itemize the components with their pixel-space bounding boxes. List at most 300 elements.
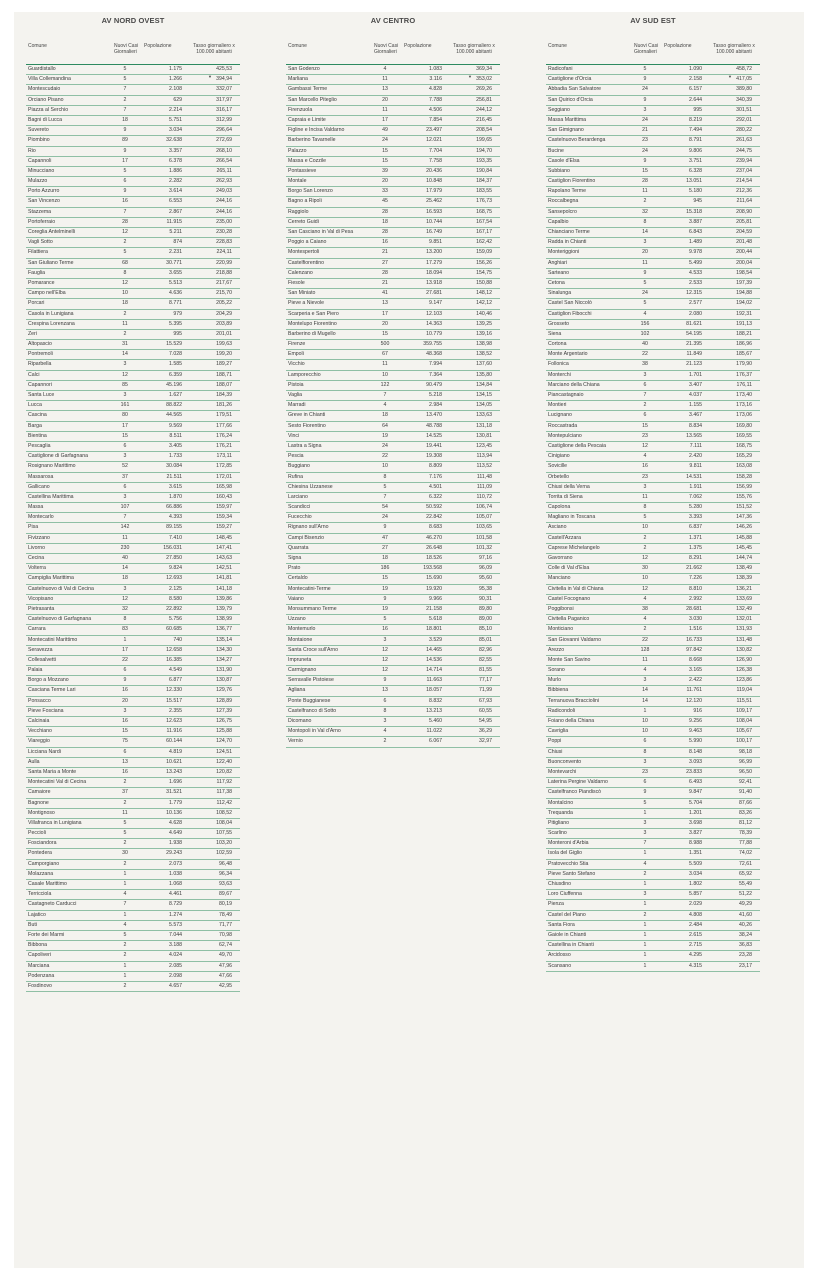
table-row: [546, 880, 760, 890]
cell-popolazione: 11.849: [686, 351, 702, 358]
cell-tasso: 191,13: [736, 320, 752, 327]
table-row: [546, 574, 760, 584]
cell-tasso: 181,26: [216, 402, 232, 409]
cell-nuovi-casi: 8: [123, 269, 127, 276]
cell-tasso: 130,87: [216, 677, 232, 684]
cell-comune: Fosdinovo: [28, 982, 52, 989]
cell-tasso: 147,41: [216, 544, 232, 551]
table-row: [546, 167, 760, 177]
table-row: [26, 381, 240, 391]
cell-nuovi-casi: 18: [122, 575, 128, 582]
cell-popolazione: 2.214: [169, 106, 182, 113]
cell-popolazione: 18.801: [426, 626, 442, 633]
table-row: [286, 503, 500, 513]
cell-tasso: 123,86: [736, 677, 752, 684]
cell-popolazione: 16.385: [166, 656, 182, 663]
cell-tasso: 200,04: [736, 259, 752, 266]
cell-popolazione: 3.165: [689, 667, 702, 674]
cell-nuovi-casi: 13: [382, 86, 388, 93]
cell-popolazione: 21.158: [426, 605, 442, 612]
cell-popolazione: 3.034: [689, 870, 702, 877]
cell-comune: Fivizzano: [28, 534, 50, 541]
cell-nuovi-casi: 17: [122, 157, 128, 164]
sort-desc-icon[interactable]: ▼: [468, 74, 472, 79]
cell-tasso: 425,53: [216, 66, 232, 72]
cell-tasso: 389,80: [736, 86, 752, 93]
cell-comune: Poggibonsi: [548, 605, 574, 612]
cell-comune: Bagni di Lucca: [28, 116, 63, 123]
cell-nuovi-casi: 17: [382, 116, 388, 123]
cell-popolazione: 2.533: [689, 279, 702, 286]
cell-comune: Camaiore: [28, 789, 51, 796]
cell-tasso: 107,55: [216, 830, 232, 837]
cell-popolazione: 7.062: [689, 493, 702, 500]
table-body: [26, 64, 240, 992]
table-row: [546, 727, 760, 737]
cell-comune: Arezzo: [548, 646, 565, 653]
cell-comune: Trequanda: [548, 809, 573, 816]
cell-nuovi-casi: 4: [643, 616, 647, 623]
cell-comune: Coreglia Antelminelli: [28, 229, 75, 235]
cell-nuovi-casi: 1: [123, 870, 127, 877]
cell-comune: Casola in Lunigiana: [28, 310, 74, 317]
cell-tasso: 138,39: [736, 575, 752, 582]
table-row: [286, 697, 500, 707]
cell-tasso: 185,67: [736, 351, 752, 358]
cell-tasso: 217,67: [216, 279, 232, 286]
cell-nuovi-casi: 24: [642, 290, 648, 297]
cell-popolazione: 12.021: [426, 137, 442, 144]
header-comune: Comune: [548, 43, 567, 49]
cell-nuovi-casi: 12: [122, 595, 128, 602]
cell-tasso: 199,63: [216, 341, 232, 348]
table-row: [546, 890, 760, 900]
cell-comune: Pratovecchio Stia: [548, 860, 589, 867]
cell-nuovi-casi: 3: [123, 453, 127, 460]
table-row: [546, 96, 760, 106]
cell-nuovi-casi: 10: [382, 463, 388, 470]
cell-nuovi-casi: 33: [382, 188, 388, 195]
cell-tasso: 340,39: [736, 96, 752, 103]
cell-nuovi-casi: 28: [382, 269, 388, 276]
table-row: [286, 574, 500, 584]
cell-comune: Capalbio: [548, 218, 569, 225]
cell-nuovi-casi: 14: [642, 229, 648, 235]
cell-tasso: 172,85: [216, 463, 232, 470]
cell-popolazione: 9.978: [689, 249, 702, 256]
cell-tasso: 280,22: [736, 127, 752, 134]
cell-popolazione: 9.811: [689, 463, 702, 470]
cell-tasso: 96,48: [219, 860, 232, 867]
cell-comune: Ponsacco: [28, 697, 51, 704]
cell-comune: Lamporecchio: [288, 371, 321, 378]
cell-tasso: 190,84: [476, 167, 492, 174]
cell-comune: Chiesina Uzzanese: [288, 483, 333, 490]
cell-comune: Camporgiano: [28, 860, 60, 867]
cell-comune: Vinci: [288, 432, 300, 439]
cell-comune: Castel San Niccolò: [548, 300, 592, 307]
cell-comune: Porcari: [28, 300, 45, 307]
cell-tasso: 51,22: [739, 891, 752, 898]
table-row: [546, 513, 760, 523]
cell-tasso: 71,99: [479, 687, 492, 694]
cell-popolazione: 11.761: [686, 687, 702, 694]
cell-comune: Monte Argentario: [548, 351, 588, 358]
table-row: [546, 340, 760, 350]
cell-popolazione: 13.051: [686, 178, 702, 185]
cell-nuovi-casi: 17: [382, 310, 388, 317]
table-row: [26, 422, 240, 432]
cell-popolazione: 11.915: [166, 218, 182, 225]
cell-tasso: 82,96: [479, 646, 492, 653]
cell-tasso: 205,22: [216, 300, 232, 307]
cell-popolazione: 54.195: [686, 330, 702, 337]
cell-tasso: 317,97: [216, 96, 232, 103]
cell-tasso: 169,80: [736, 422, 752, 429]
table-row: [546, 870, 760, 880]
cell-nuovi-casi: 15: [382, 330, 388, 337]
cell-comune: Poppi: [548, 738, 562, 745]
cell-nuovi-casi: 7: [383, 493, 387, 500]
cell-popolazione: 2.420: [689, 453, 702, 460]
cell-tasso: 112,42: [216, 799, 232, 806]
table-row: [286, 187, 500, 197]
cell-nuovi-casi: 16: [122, 768, 128, 775]
cell-nuovi-casi: 19: [382, 605, 388, 612]
cell-comune: Colle di Val d'Elsa: [548, 565, 590, 572]
cell-tasso: 244,12: [476, 106, 492, 113]
cell-comune: Castelnuovo di Val di Cecina: [28, 585, 94, 592]
table-row: [546, 799, 760, 809]
cell-tasso: 70,98: [219, 931, 232, 938]
cell-tasso: 126,75: [216, 718, 232, 724]
table-row: [26, 269, 240, 279]
cell-popolazione: 8.832: [429, 697, 442, 704]
cell-nuovi-casi: 156: [640, 320, 650, 327]
table-row: [26, 656, 240, 666]
cell-tasso: 95,38: [479, 585, 492, 592]
cell-tasso: 216,45: [476, 116, 492, 123]
cell-comune: Crespina Lorenzana: [28, 320, 75, 327]
cell-popolazione: 5.618: [429, 616, 442, 623]
cell-popolazione: 5.751: [169, 116, 182, 123]
cell-popolazione: 16.733: [686, 636, 702, 643]
cell-tasso: 81,55: [479, 667, 492, 674]
cell-comune: Carmignano: [288, 667, 317, 674]
cell-nuovi-casi: 22: [382, 453, 388, 460]
table-row: [546, 85, 760, 95]
cell-comune: Pienza: [548, 901, 564, 908]
cell-tasso: 128,89: [216, 697, 232, 704]
cell-tasso: 139,79: [216, 605, 232, 612]
cell-nuovi-casi: 9: [643, 269, 647, 276]
cell-popolazione: 48.788: [426, 422, 442, 429]
cell-popolazione: 90.479: [426, 381, 442, 388]
cell-comune: Piombino: [28, 137, 50, 144]
table-row: [26, 595, 240, 605]
cell-nuovi-casi: 89: [122, 137, 128, 144]
cell-popolazione: 1.585: [169, 361, 182, 368]
cell-popolazione: 16.593: [426, 208, 442, 215]
cell-popolazione: 12.103: [426, 310, 442, 317]
cell-comune: Impruneta: [288, 656, 312, 663]
cell-popolazione: 17.279: [426, 259, 442, 266]
cell-comune: Bucine: [548, 147, 564, 154]
cell-tasso: 138,98: [476, 341, 492, 348]
cell-comune: Campiglia Marittima: [28, 575, 74, 582]
table-row: [286, 75, 500, 85]
cell-comune: Pescaglia: [28, 442, 51, 449]
cell-comune: Greve in Chianti: [288, 412, 326, 419]
cell-comune: Montecatini-Terme: [288, 585, 331, 592]
cell-nuovi-casi: 15: [122, 728, 128, 735]
cell-comune: Palaia: [28, 667, 43, 674]
cell-tasso: 117,92: [216, 779, 232, 786]
table-row: [26, 931, 240, 941]
cell-tasso: 176,37: [736, 371, 752, 378]
cell-comune: Radicofani: [548, 66, 573, 72]
section-title: AV SUD EST: [630, 16, 676, 25]
cell-popolazione: 18.057: [426, 687, 442, 694]
table-row: [26, 157, 240, 167]
cell-tasso: 394,94: [216, 76, 232, 83]
table-row: [546, 758, 760, 768]
cell-popolazione: 11.663: [426, 677, 442, 684]
table-row: [26, 279, 240, 289]
table-row: [26, 106, 240, 116]
cell-popolazione: 10.621: [166, 758, 182, 765]
cell-popolazione: 4.819: [169, 748, 182, 755]
cell-nuovi-casi: 2: [123, 982, 127, 989]
cell-popolazione: 1.090: [689, 66, 702, 72]
cell-nuovi-casi: 11: [122, 809, 128, 816]
cell-nuovi-casi: 8: [643, 504, 647, 511]
table-row: [26, 330, 240, 340]
cell-nuovi-casi: 2: [123, 239, 127, 246]
table-row: [546, 554, 760, 564]
cell-tasso: 23,17: [739, 962, 752, 969]
table-row: [286, 197, 500, 207]
table-row: [26, 727, 240, 737]
cell-popolazione: 12.623: [166, 718, 182, 724]
table-row: [546, 259, 760, 269]
table-row: [286, 157, 500, 167]
cell-nuovi-casi: 5: [643, 514, 647, 521]
cell-popolazione: 9.806: [689, 147, 702, 154]
sort-desc-icon[interactable]: ▼: [728, 74, 732, 79]
cell-nuovi-casi: 15: [382, 575, 388, 582]
table-row: [286, 666, 500, 676]
cell-nuovi-casi: 1: [643, 881, 647, 887]
cell-nuovi-casi: 12: [382, 656, 388, 663]
cell-tasso: 167,54: [476, 218, 492, 225]
cell-nuovi-casi: 37: [122, 789, 128, 796]
cell-nuovi-casi: 21: [642, 127, 648, 134]
cell-tasso: 135,80: [476, 371, 492, 378]
table-row: [286, 218, 500, 228]
cell-nuovi-casi: 4: [643, 860, 647, 867]
table-row: [546, 473, 760, 483]
table-row: [286, 473, 500, 483]
cell-popolazione: 8.771: [169, 300, 182, 307]
table-row: [546, 941, 760, 951]
table-row: [286, 289, 500, 299]
cell-nuovi-casi: 24: [382, 137, 388, 144]
cell-nuovi-casi: 9: [643, 76, 647, 83]
cell-tasso: 113,52: [476, 463, 492, 470]
cell-nuovi-casi: 6: [643, 779, 647, 786]
cell-popolazione: 2.422: [689, 677, 702, 684]
cell-popolazione: 8.683: [429, 524, 442, 531]
cell-popolazione: 5.513: [169, 279, 182, 286]
header-tasso[interactable]: Tasso giornaliero x 100.000 abitanti: [453, 43, 495, 55]
table-row: [546, 452, 760, 462]
table-row: [26, 391, 240, 401]
cell-tasso: 145,88: [736, 534, 752, 541]
table-row: [546, 849, 760, 859]
table-row: [546, 208, 760, 218]
cell-popolazione: 7.028: [169, 351, 182, 358]
cell-popolazione: 5.180: [689, 188, 702, 195]
cell-tasso: 130,82: [736, 646, 752, 653]
cell-comune: Anghiari: [548, 259, 568, 266]
cell-comune: Monte San Savino: [548, 656, 591, 663]
table-row: [286, 360, 500, 370]
cell-nuovi-casi: 2: [123, 96, 127, 103]
table-row: [286, 513, 500, 523]
cell-tasso: 142,12: [476, 300, 492, 307]
cell-tasso: 228,83: [216, 239, 232, 246]
cell-popolazione: 19.308: [426, 453, 442, 460]
covid-report-page: [14, 12, 804, 1268]
table-row: [546, 279, 760, 289]
cell-popolazione: 2.355: [169, 707, 182, 714]
cell-comune: Fosciandora: [28, 840, 57, 847]
table-row: [546, 320, 760, 330]
cell-nuovi-casi: 2: [643, 534, 647, 541]
cell-tasso: 173,11: [216, 453, 232, 460]
cell-comune: Pietrasanta: [28, 605, 55, 612]
cell-nuovi-casi: 12: [122, 229, 128, 235]
cell-comune: Grosseto: [548, 320, 570, 327]
cell-tasso: 36,83: [739, 942, 752, 949]
cell-popolazione: 20.436: [426, 167, 442, 174]
cell-popolazione: 3.467: [689, 412, 702, 419]
cell-tasso: 132,01: [736, 616, 752, 623]
cell-nuovi-casi: 16: [642, 463, 648, 470]
cell-popolazione: 193.568: [423, 565, 442, 572]
cell-tasso: 244,75: [736, 147, 752, 154]
cell-nuovi-casi: 27: [382, 259, 388, 266]
cell-nuovi-casi: 41: [382, 290, 388, 297]
cell-tasso: 144,74: [736, 555, 752, 561]
cell-comune: Castellina in Chianti: [548, 942, 594, 949]
cell-tasso: 176,73: [476, 198, 492, 205]
header-comune: Comune: [28, 43, 47, 49]
cell-tasso: 120,82: [216, 768, 232, 775]
cell-nuovi-casi: 7: [123, 208, 127, 215]
cell-comune: Pomarance: [28, 279, 55, 286]
cell-comune: Casole d'Elsa: [548, 157, 580, 164]
cell-popolazione: 2.644: [689, 96, 702, 103]
cell-tasso: 176,11: [736, 381, 752, 388]
cell-comune: Bagnone: [28, 799, 49, 806]
cell-nuovi-casi: 6: [643, 738, 647, 745]
header-nuovi-casi: Nuovi Casi Giornalieri: [634, 43, 659, 55]
table-row: [546, 493, 760, 503]
cell-nuovi-casi: 9: [123, 127, 127, 134]
cell-nuovi-casi: 2: [123, 952, 127, 959]
cell-tasso: 268,10: [216, 147, 232, 154]
cell-popolazione: 2.867: [169, 208, 182, 215]
cell-comune: Campo nell'Elba: [28, 290, 66, 297]
cell-tasso: 194,88: [736, 290, 752, 297]
cell-comune: Montecatini Marittimo: [28, 636, 78, 643]
table-row: [286, 350, 500, 360]
cell-nuovi-casi: 9: [123, 188, 127, 195]
cell-popolazione: 89.155: [166, 524, 182, 531]
header-tasso[interactable]: Tasso giornaliero x 100.000 abitanti: [193, 43, 235, 55]
cell-popolazione: 9.824: [169, 565, 182, 572]
cell-tasso: 124,70: [216, 738, 232, 745]
cell-tasso: 205,81: [736, 218, 752, 225]
cell-nuovi-casi: 22: [642, 351, 648, 358]
cell-tasso: 353,02: [476, 76, 492, 83]
cell-nuovi-casi: 15: [642, 422, 648, 429]
cell-nuovi-casi: 16: [122, 718, 128, 724]
cell-nuovi-casi: 9: [383, 677, 387, 684]
table-row: [546, 401, 760, 411]
cell-nuovi-casi: 64: [382, 422, 388, 429]
table-row: [286, 167, 500, 177]
cell-nuovi-casi: 31: [122, 341, 128, 348]
cell-nuovi-casi: 2: [643, 402, 647, 409]
cell-popolazione: 19.441: [426, 442, 442, 449]
cell-popolazione: 13.918: [426, 279, 442, 286]
table-row: [286, 483, 500, 493]
cell-nuovi-casi: 8: [383, 707, 387, 714]
cell-tasso: 183,55: [476, 188, 492, 195]
table-row: [286, 330, 500, 340]
table-row: [26, 75, 240, 85]
cell-comune: Livorno: [28, 544, 46, 551]
sort-desc-icon[interactable]: ▼: [208, 74, 212, 79]
cell-comune: Forte dei Marmi: [28, 931, 65, 938]
header-tasso[interactable]: Tasso giornaliero x 100.000 abitanti: [713, 43, 755, 55]
cell-nuovi-casi: 1: [123, 636, 127, 643]
cell-popolazione: 15.517: [166, 697, 182, 704]
table-row: [26, 432, 240, 442]
cell-nuovi-casi: 6: [123, 748, 127, 755]
cell-tasso: 65,92: [739, 870, 752, 877]
table-row: [26, 636, 240, 646]
cell-popolazione: 2.484: [689, 921, 702, 928]
cell-tasso: 200,44: [736, 249, 752, 256]
table-row: [286, 269, 500, 279]
table-row: [286, 116, 500, 126]
table-row: [546, 778, 760, 788]
cell-popolazione: 11.916: [166, 728, 182, 735]
cell-comune: Montale: [288, 178, 307, 185]
cell-tasso: 266,54: [216, 157, 232, 164]
cell-comune: Marciano della Chiana: [548, 381, 600, 388]
cell-popolazione: 6.877: [169, 677, 182, 684]
cell-popolazione: 1.155: [689, 402, 702, 409]
table-row: [546, 707, 760, 717]
table-row: [286, 432, 500, 442]
cell-tasso: 38,24: [739, 931, 752, 938]
cell-popolazione: 4.636: [169, 290, 182, 297]
